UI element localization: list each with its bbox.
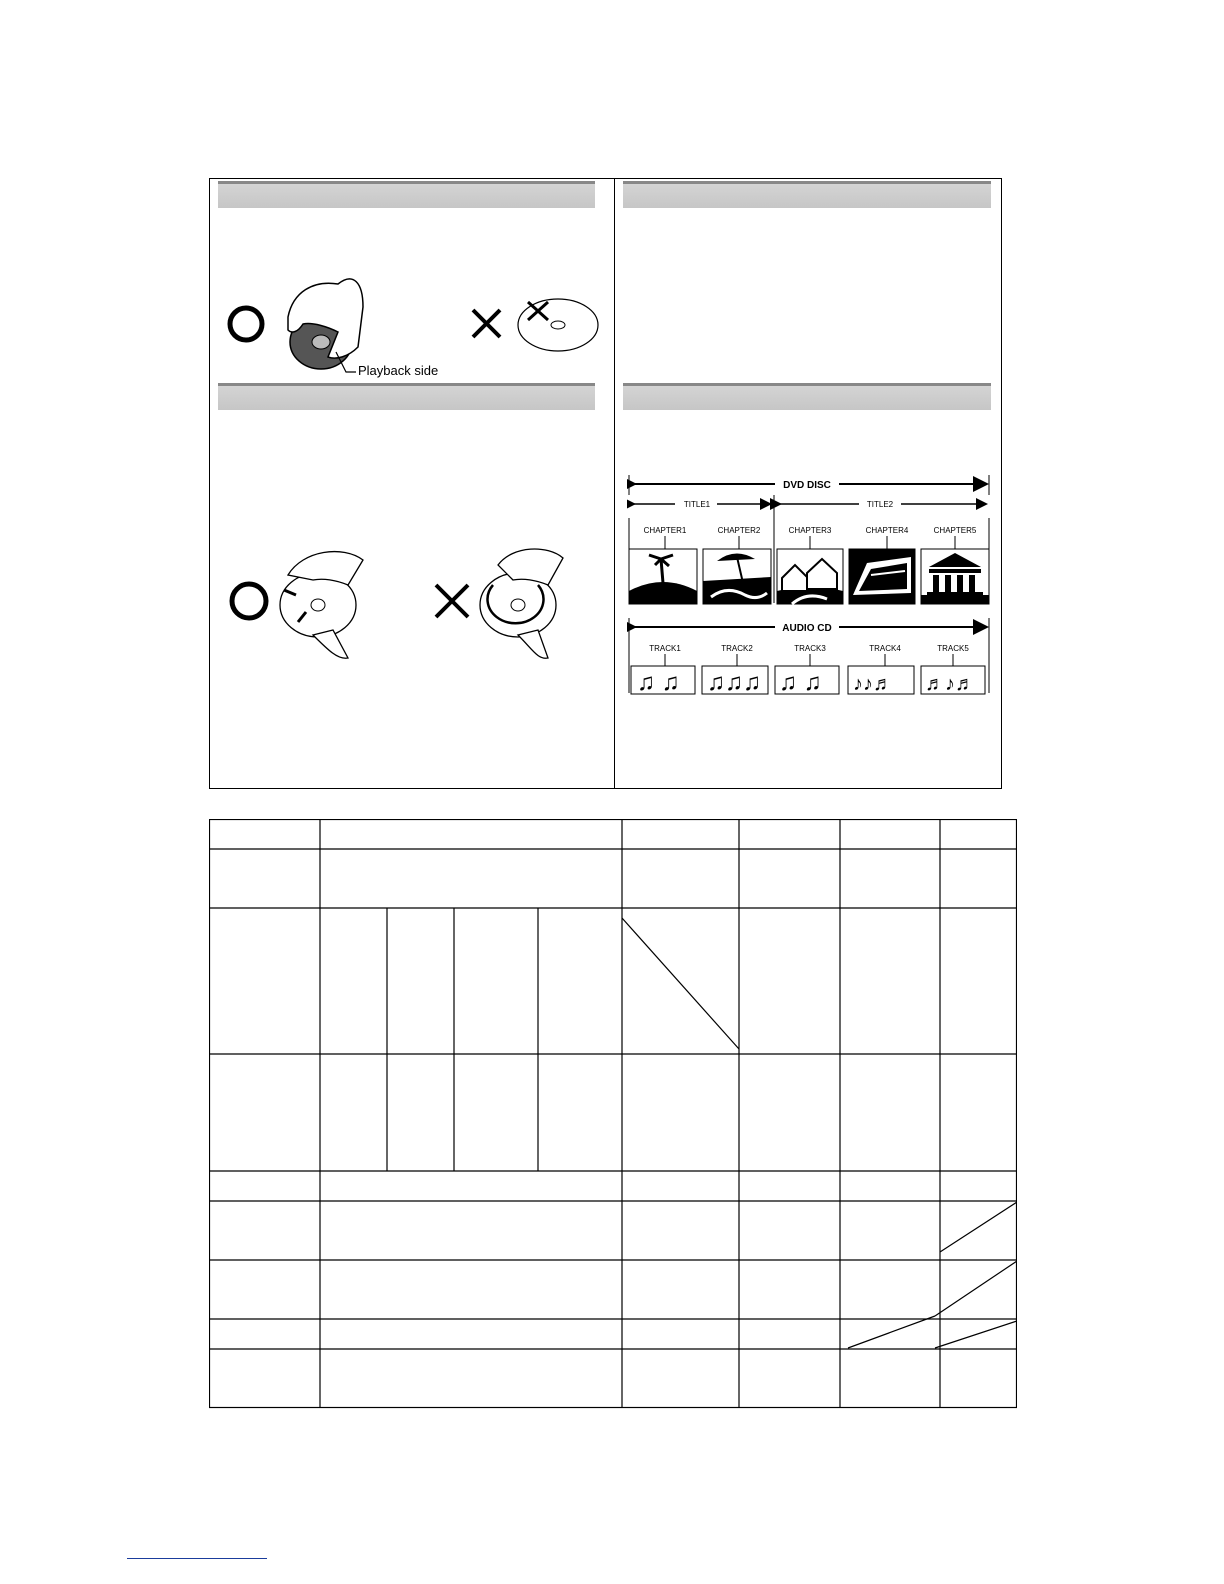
chapter-images bbox=[629, 549, 989, 604]
chapter-label: CHAPTER4 bbox=[865, 526, 909, 535]
panel-header-storage bbox=[623, 181, 991, 208]
footer-link-underline bbox=[127, 1558, 267, 1559]
svg-text:♫ ♫: ♫ ♫ bbox=[779, 669, 822, 696]
panel-header-handling bbox=[218, 181, 595, 208]
track-label: TRACK2 bbox=[721, 644, 753, 653]
svg-text:♬♪♬: ♬♪♬ bbox=[925, 673, 975, 695]
correct-mark-icon bbox=[232, 584, 266, 618]
disc-cleaning-illustration bbox=[218, 540, 608, 665]
panel-header-disc-structure bbox=[623, 383, 991, 410]
dvd-disc-label: DVD DISC bbox=[783, 480, 831, 491]
spec-table bbox=[209, 819, 1017, 1409]
svg-text:♫♫♫: ♫♫♫ bbox=[707, 669, 761, 696]
correct-mark-icon bbox=[230, 308, 262, 340]
track-label: TRACK3 bbox=[794, 644, 826, 653]
track-label: TRACK1 bbox=[649, 644, 681, 653]
title-label: TITLE1 bbox=[683, 500, 711, 509]
wrong-mark-icon bbox=[473, 310, 500, 337]
wrong-mark-icon bbox=[436, 585, 468, 617]
svg-text:♫ ♫: ♫ ♫ bbox=[637, 669, 680, 696]
chapter-label: CHAPTER2 bbox=[717, 526, 761, 535]
panel-header-cleaning bbox=[218, 383, 595, 410]
disc-structure-diagram bbox=[627, 473, 991, 701]
svg-text:♪♪♬: ♪♪♬ bbox=[853, 673, 893, 695]
chapter-label: CHAPTER5 bbox=[933, 526, 977, 535]
title-label: TITLE2 bbox=[866, 500, 894, 509]
frame-divider bbox=[614, 178, 615, 789]
audio-cd-label: AUDIO CD bbox=[782, 623, 832, 634]
chapter-label: CHAPTER3 bbox=[788, 526, 832, 535]
disc-handling-illustration bbox=[218, 262, 608, 382]
track-label: TRACK5 bbox=[937, 644, 969, 653]
track-label: TRACK4 bbox=[869, 644, 901, 653]
chapter-label: CHAPTER1 bbox=[643, 526, 687, 535]
playback-side-label: Playback side bbox=[358, 363, 439, 378]
